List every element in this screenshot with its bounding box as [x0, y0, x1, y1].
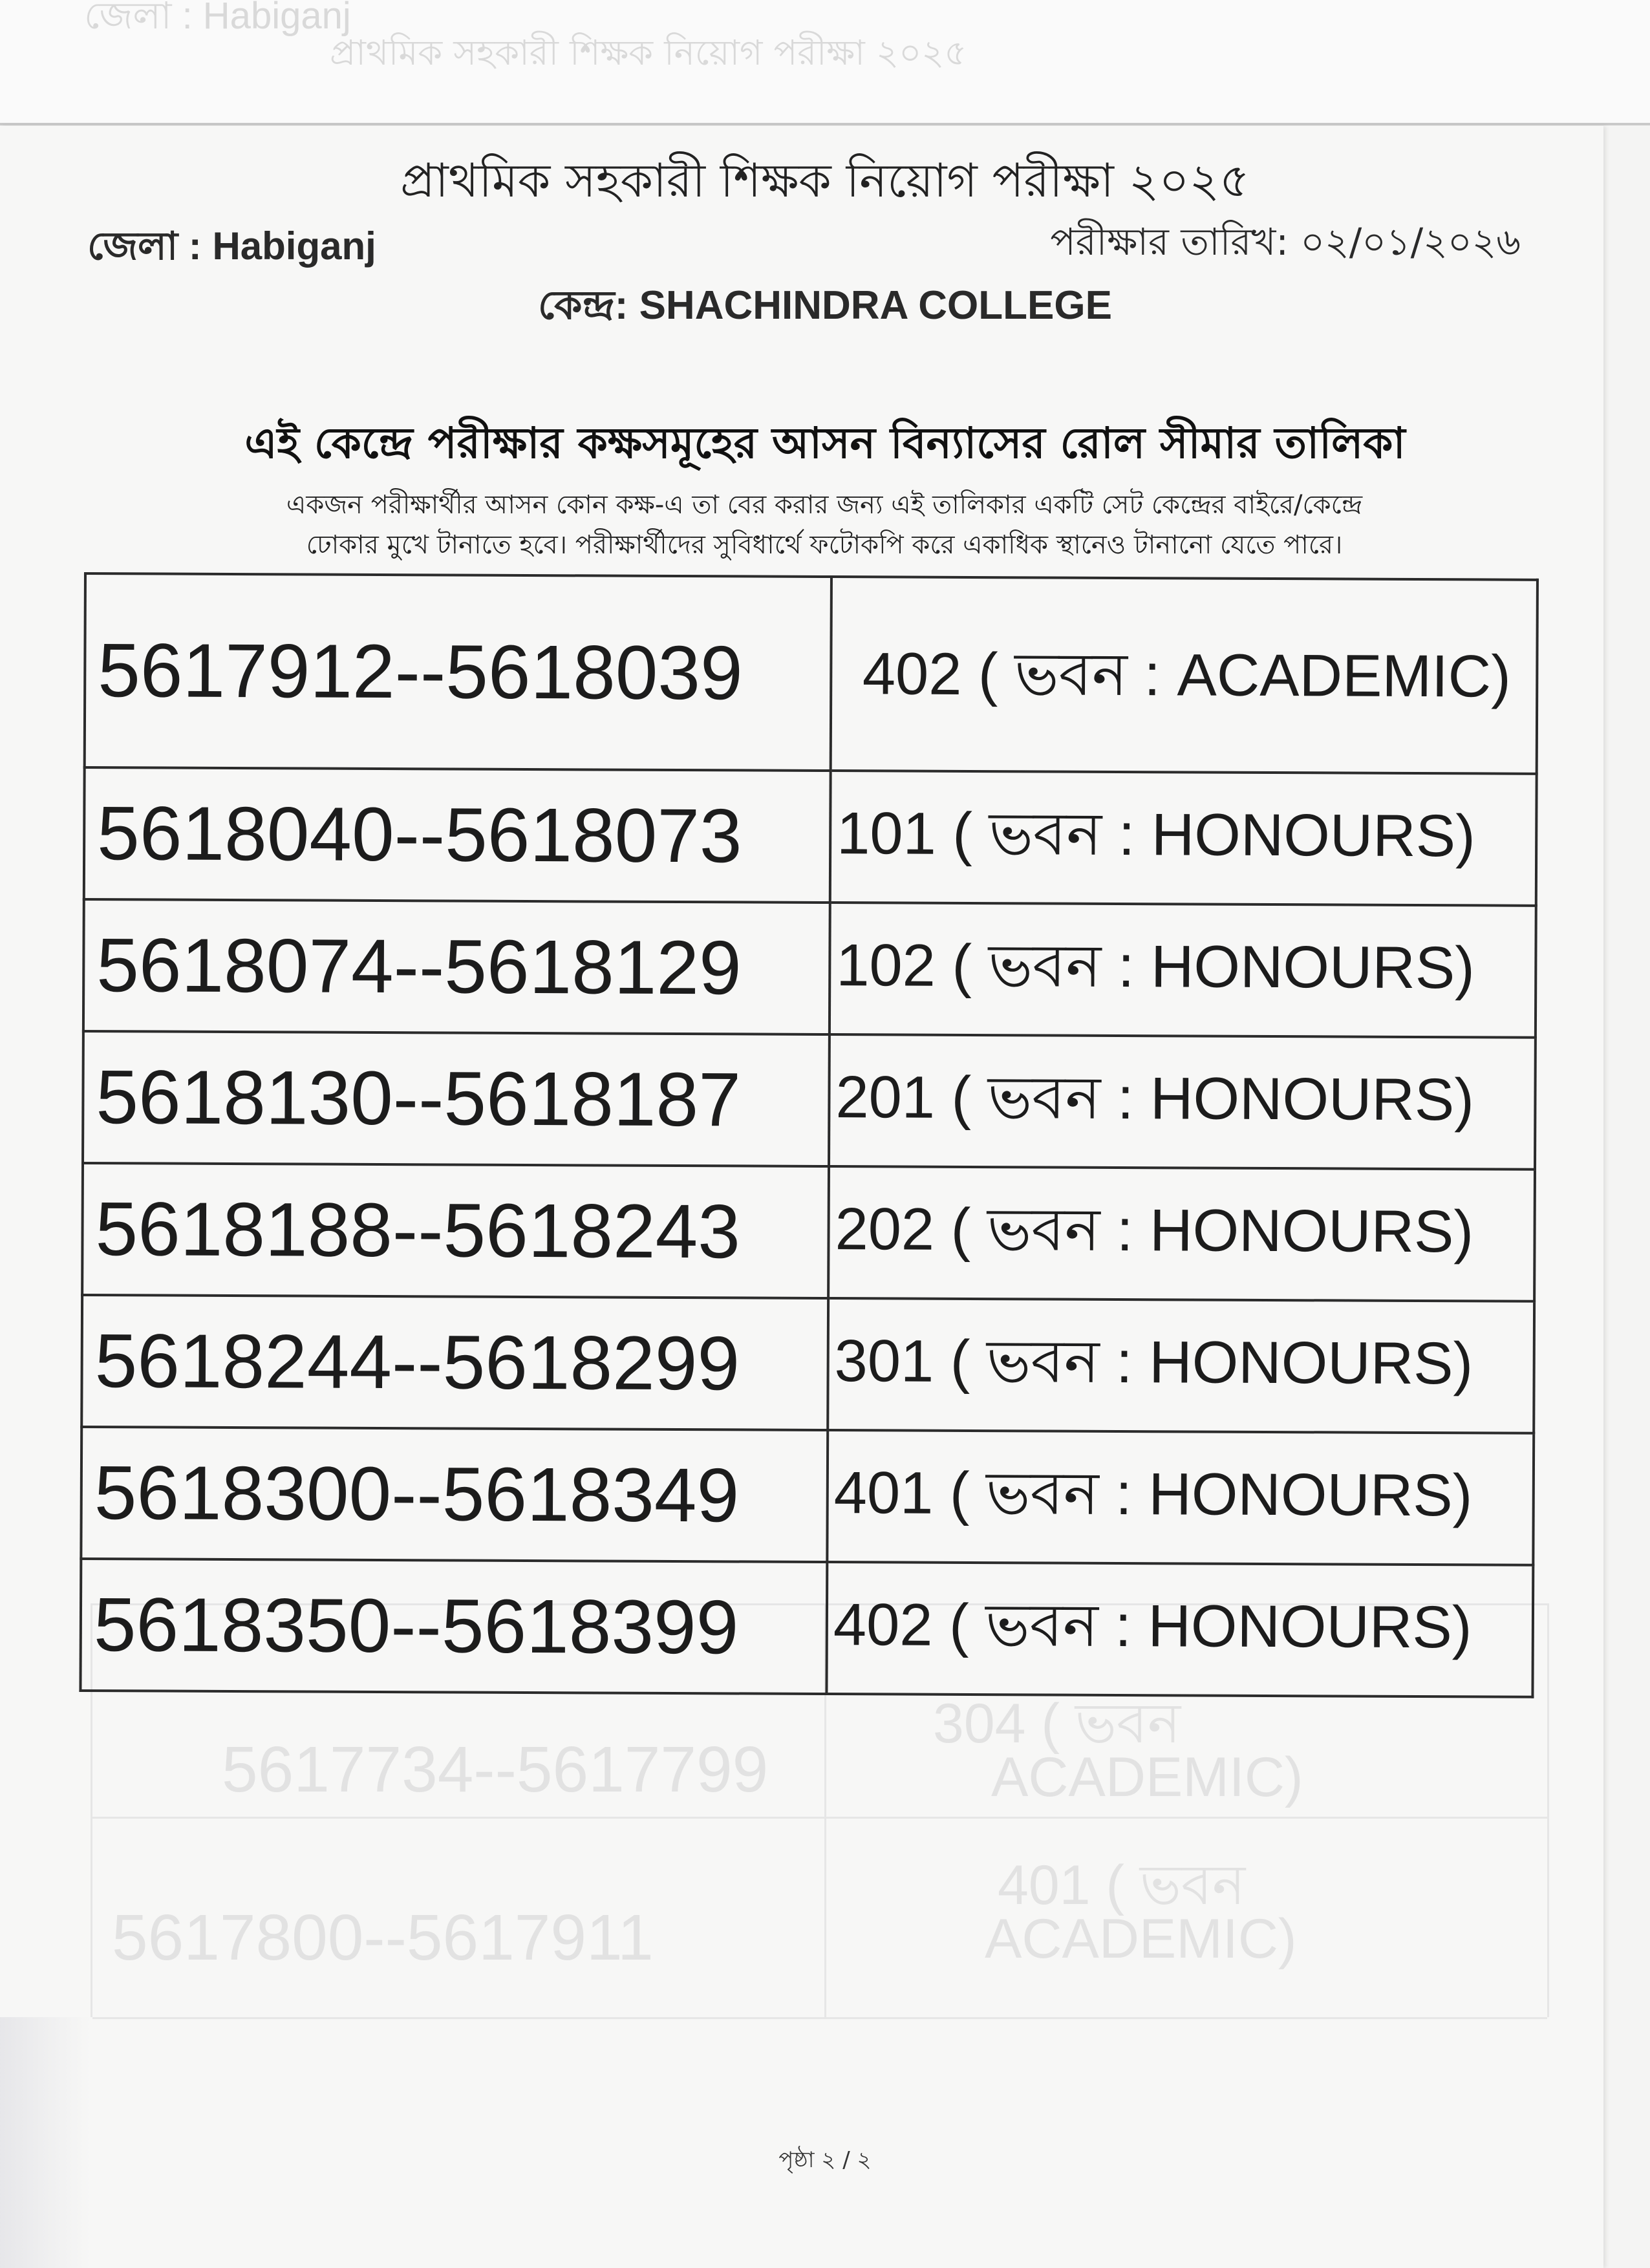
- page-number: পৃষ্ঠা ২ / ২: [778, 2147, 872, 2173]
- room-cell: 102 ( ভবন : HONOURS): [830, 903, 1536, 1038]
- previous-page-title: প্রাথমিক সহকারী শিক্ষক নিয়োগ পরীক্ষা ২০২৫: [330, 32, 967, 73]
- previous-page-edge: [0, 0, 1650, 125]
- roll-range-cell: 5618300--5618349: [81, 1427, 828, 1562]
- roll-range-cell: 5618040--5618073: [84, 767, 831, 903]
- table-row: [82, 1163, 1535, 1301]
- table-row: [84, 767, 1537, 906]
- bleed-room-a2: ACADEMIC): [991, 1746, 1303, 1808]
- table-row: [83, 899, 1536, 1038]
- room-cell: 401 ( ভবন : HONOURS): [827, 1430, 1534, 1565]
- previous-page-district: জেলা : Habiganj: [84, 0, 351, 37]
- room-cell: 301 ( ভবন : HONOURS): [828, 1298, 1534, 1433]
- room-cell: 101 ( ভবন : HONOURS): [830, 771, 1537, 906]
- center-name: কেন্দ্র: SHACHINDRA COLLEGE: [538, 283, 1112, 328]
- room-cell: 402 ( ভবন : ACADEMIC): [831, 577, 1538, 774]
- district-label: জেলা : Habiganj: [87, 224, 376, 268]
- table-row: [85, 573, 1538, 774]
- instruction-line-2: ঢোকার মুখে টানাতে হবে। পরীক্ষার্থীদের সুবিধার্থে ফটোকপি করে একাধিক স্থানেও টানানো যেতে পারে।: [306, 530, 1343, 560]
- roll-range-cell: 5618350--5618399: [80, 1559, 827, 1694]
- table-row: [81, 1427, 1534, 1565]
- bleed-range-a: 5617734--5617799: [222, 1733, 769, 1806]
- roll-range-cell: 5617912--5618039: [85, 573, 831, 771]
- table-row: [81, 1295, 1534, 1433]
- table-row: [83, 1031, 1536, 1170]
- roll-range-cell: 5618244--5618299: [81, 1295, 828, 1430]
- room-cell: 201 ( ভবন : HONOURS): [829, 1034, 1536, 1170]
- roll-range-cell: 5618130--5618187: [83, 1031, 830, 1166]
- bleed-room-a: 304 ( ভবন: [933, 1693, 1181, 1755]
- roll-range-table: [79, 572, 1539, 1698]
- bleed-room-b2: ACADEMIC): [985, 1908, 1297, 1970]
- instruction-line-1: একজন পরীক্ষার্থীর আসন কোন কক্ষ-এ তা বের করার জন্য এই তালিকার একটি সেট কেন্দ্রের বাইরে/কেন্দ্রে: [286, 490, 1363, 520]
- table-row: [80, 1559, 1533, 1697]
- bleed-range-b: 5617800--5617911: [112, 1901, 654, 1974]
- exam-date: পরীক্ষার তারিখ: ০২/০১/২০২৬: [1050, 220, 1521, 264]
- roll-range-cell: 5618188--5618243: [82, 1163, 829, 1298]
- room-cell: 202 ( ভবন : HONOURS): [828, 1166, 1535, 1301]
- exam-title: প্রাথমিক সহকারী শিক্ষক নিয়োগ পরীক্ষা ২০২৫: [400, 153, 1250, 208]
- roll-range-cell: 5618074--5618129: [83, 899, 830, 1034]
- bleed-room-b: 401 ( ভবন: [998, 1854, 1246, 1916]
- room-cell: 402 ( ভবন : HONOURS): [826, 1562, 1533, 1697]
- scan-shadow: [0, 2017, 91, 2268]
- list-heading: এই কেন্দ্রে পরীক্ষার কক্ষসমূহের আসন বিন্যাসের রোল সীমার তালিকা: [244, 418, 1406, 468]
- instruction-note: [129, 485, 1519, 565]
